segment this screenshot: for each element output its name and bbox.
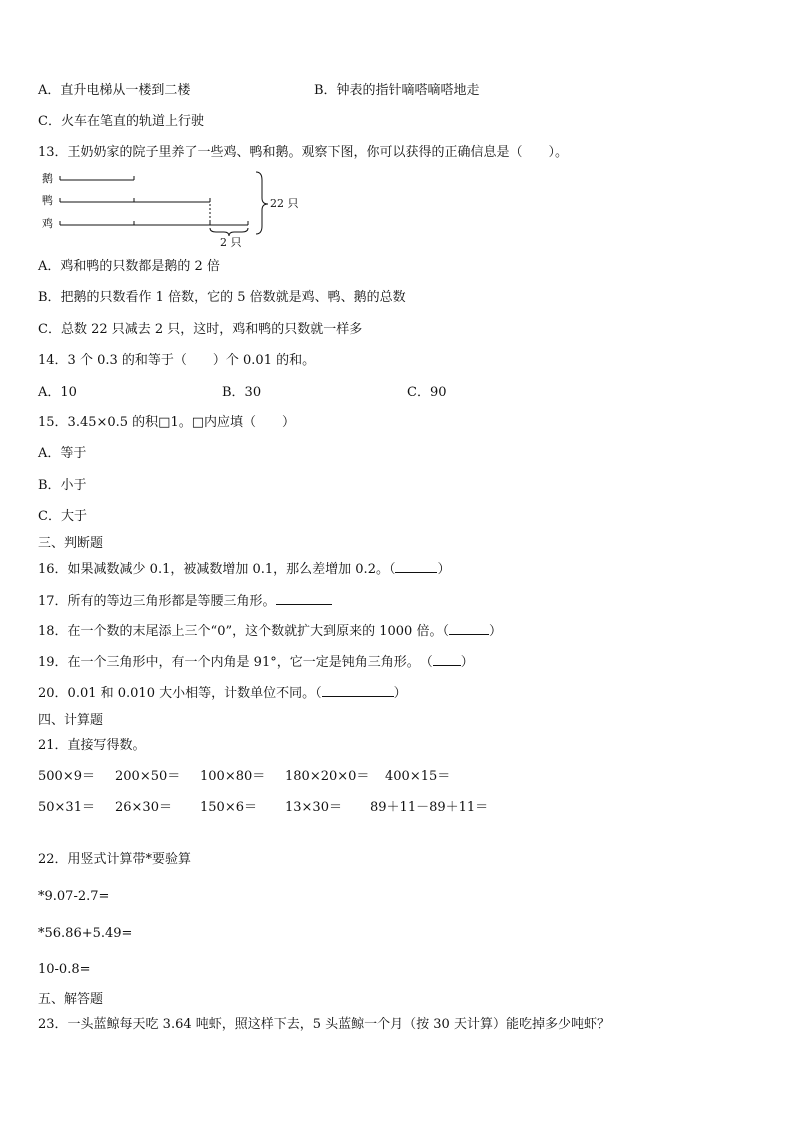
q18-end: ） <box>488 624 502 639</box>
q13-stem: 13．王奶奶家的院子里养了一些鸡、鸭和鹅。观察下图，你可以获得的正确信息是（ ）。 <box>38 145 569 160</box>
total-label: 22 只 <box>270 197 299 210</box>
q15-option-a: A．等于 <box>38 446 87 461</box>
q16-text: 16．如果减数减少 0.1，被减数增加 0.1，那么差增加 0.2。（ <box>38 562 396 577</box>
q16 <box>38 560 450 579</box>
q18-text: 18．在一个数的末尾添上三个“0”，这个数就扩大到原来的 1000 倍。（ <box>38 624 449 639</box>
q14-option-a: A．10 <box>38 385 77 400</box>
q20-end: ） <box>393 686 407 701</box>
duck-segment <box>60 198 210 202</box>
q20-text: 20．0.01 和 0.010 大小相等，计数单位不同。（ <box>38 686 322 701</box>
q21-row-1-item-3: 100×80＝ <box>200 769 266 784</box>
diff-label: 2 只 <box>220 236 242 248</box>
q13-option-a: A．鸡和鸭的只数都是鹅的 2 倍 <box>38 259 220 274</box>
q16-end: ） <box>437 562 451 577</box>
q12-option-c: C．火车在笔直的轨道上行驶 <box>38 114 204 129</box>
q19 <box>38 653 474 672</box>
q21-row-2-item-4: 13×30＝ <box>285 800 342 815</box>
q17-answer-blank[interactable] <box>276 592 332 605</box>
q21-stem: 21．直接写得数。 <box>38 738 146 753</box>
q14-option-b: B．30 <box>222 385 262 400</box>
section-title-judgement: 三、判断题 <box>38 536 104 551</box>
q20-answer-blank[interactable] <box>322 684 394 697</box>
q13-line-diagram <box>38 168 338 248</box>
q21-row-1-item-5: 400×15＝ <box>385 769 451 784</box>
q21-row-2-item-1: 50×31＝ <box>38 800 95 815</box>
q18-answer-blank[interactable] <box>449 622 489 635</box>
q15-stem: 15．3.45×0.5 的积□1。□内应填（ ） <box>38 415 296 430</box>
q13-option-c: C．总数 22 只减去 2 只，这时，鸡和鸭的只数就一样多 <box>38 322 363 337</box>
q22-item-1: *9.07-2.7= <box>38 889 110 904</box>
diff-brace <box>210 228 248 236</box>
q22-item-2: *56.86+5.49= <box>38 926 133 941</box>
q23-text: 23．一头蓝鲸每天吃 3.64 吨虾，照这样下去，5 头蓝鲸一个月（按 30 天计算）能吃掉多少吨虾？ <box>38 1017 610 1032</box>
q16-answer-blank[interactable] <box>395 560 437 573</box>
diagram-label-chicken: 鸡 <box>42 217 53 230</box>
diagram-label-duck: 鸭 <box>42 194 53 207</box>
q12-option-b: B．钟表的指针嘀嗒嘀嗒地走 <box>314 83 480 98</box>
q19-answer-blank[interactable] <box>433 653 461 666</box>
q19-text: 19．在一个三角形中，有一个内角是 91°，它一定是钝角三角形。 （ <box>38 655 433 670</box>
q15-option-b: B．小于 <box>38 478 87 493</box>
diagram-label-goose: 鹅 <box>42 172 53 185</box>
q13-option-b: B．把鹅的只数看作 1 倍数，它的 5 倍数就是鸡、鸭、鹅的总数 <box>38 290 406 305</box>
q14-stem: 14．3 个 0.3 的和等于（ ）个 0.01 的和。 <box>38 353 316 368</box>
q14-option-c: C．90 <box>407 385 447 400</box>
goose-segment <box>60 176 134 180</box>
q21-row-1-item-4: 180×20×0＝ <box>285 769 370 784</box>
q21-row-2-item-3: 150×6＝ <box>200 800 257 815</box>
q20 <box>38 684 407 703</box>
q15-option-c: C．大于 <box>38 509 87 524</box>
q17 <box>38 592 332 611</box>
q12-option-a: A．直升电梯从一楼到二楼 <box>38 83 191 98</box>
section-title-word-problems: 五、解答题 <box>38 992 104 1007</box>
total-brace <box>256 172 268 234</box>
chicken-segment <box>60 204 248 225</box>
q21-row-1-item-2: 200×50＝ <box>115 769 181 784</box>
q21-row-2-item-5: 89＋11－89＋11＝ <box>370 800 489 815</box>
q17-text: 17．所有的等边三角形都是等腰三角形。 <box>38 594 276 609</box>
q22-item-3: 10-0.8= <box>38 962 91 977</box>
q22-stem: 22．用竖式计算带*要验算 <box>38 852 192 867</box>
q21-row-1-item-1: 500×9＝ <box>38 769 95 784</box>
section-title-calculation: 四、计算题 <box>38 713 104 728</box>
q21-row-2-item-2: 26×30＝ <box>115 800 172 815</box>
q19-end: ） <box>460 655 474 670</box>
q18 <box>38 622 502 641</box>
